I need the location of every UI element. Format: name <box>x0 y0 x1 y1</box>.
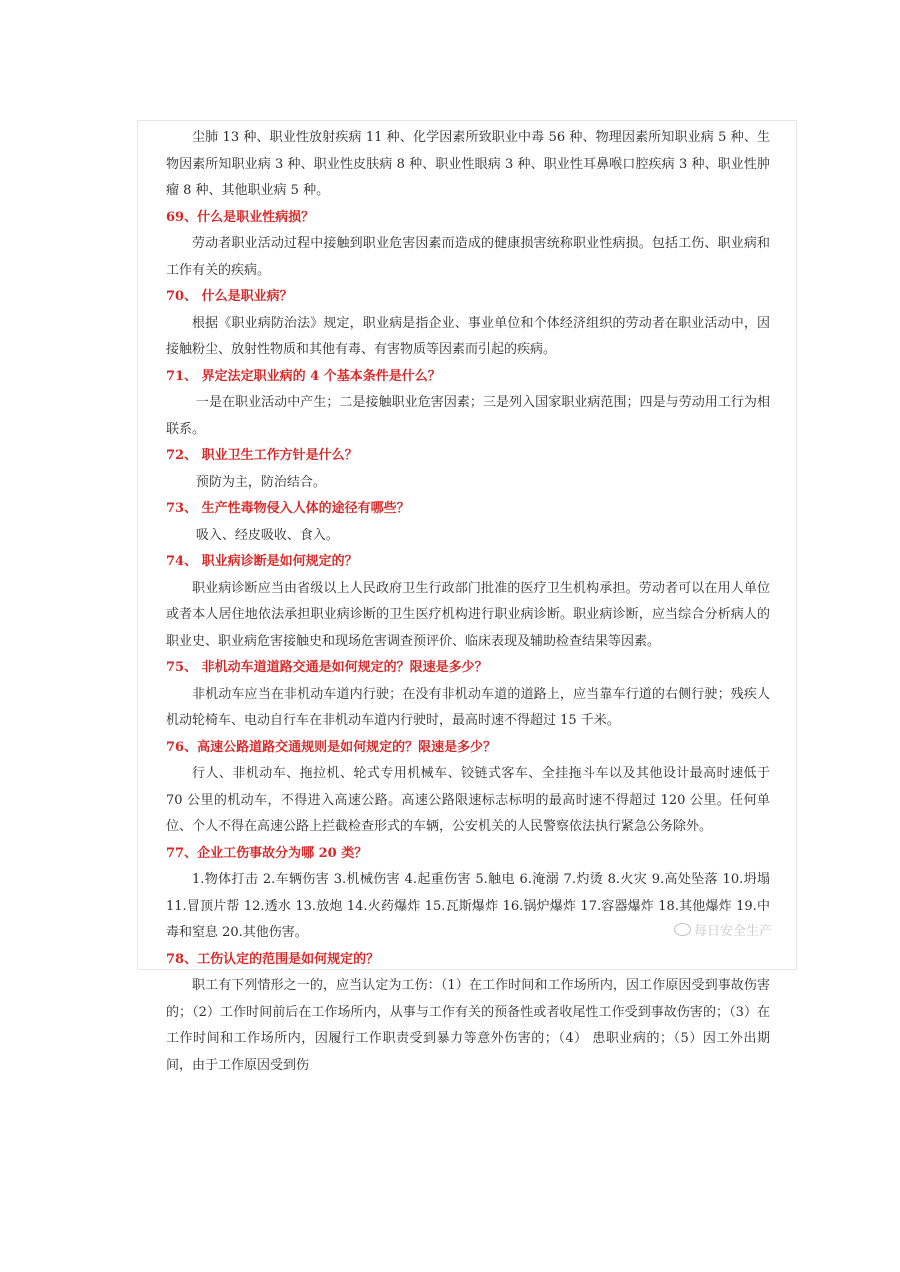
paragraph: 劳动者职业活动过程中接触到职业危害因素而造成的健康损害统称职业性病损。包括工伤、职业病和工作有关的疾病。 <box>166 236 770 278</box>
paragraph: 预防为主，防治结合。 <box>195 474 326 490</box>
wechat-icon <box>674 923 691 936</box>
paragraph: 根据《职业病防治法》规定，职业病是指企业、事业单位和个体经济组织的劳动者在职业活动中，因接触粉尘、放射性物质和其他有毒、有害物质等因素而引起的疾病。 <box>166 315 770 357</box>
question-heading: 71、 界定法定职业病的 4 个基本条件是什么？ <box>166 368 441 384</box>
watermark <box>670 920 776 939</box>
question-heading: 78、工伤认定的范围是如何规定的？ <box>166 951 380 967</box>
question-heading: 76、高速公路道路交通规则是如何规定的？限速是多少？ <box>166 739 497 755</box>
paragraph: 职工有下列情形之一的，应当认定为工伤：（1）在工作时间和工作场所内，因工作原因受到事故伤害的；（2）工作时间前后在工作场所内，从事与工作有关的预备性或者收尾性工作受到事故伤害的；（3）在工作时间和工作场所内，因履行工作职责受到暴力等意外伤害的；（4） 患职业病的；（5）因工外出期间，由于工作原因受到伤 <box>166 978 770 1073</box>
paragraph: 吸入、经皮吸收、食入。 <box>195 527 339 543</box>
question-heading: 70、 什么是职业病？ <box>166 289 293 304</box>
question-heading: 72、 职业卫生工作方针是什么？ <box>166 448 358 463</box>
document-page <box>137 120 797 1073</box>
question-heading: 73、 生产性毒物侵入人体的途径有哪些？ <box>166 501 410 516</box>
paragraph: 一是在职业活动中产生；二是接触职业危害因素；三是列入国家职业病范围；四是与劳动用工行为相联系。 <box>166 395 770 437</box>
paragraph: 尘肺 13 种、职业性放射疾病 11 种、化学因素所致职业中毒 56 种、物理因素所知职业病 5 种、生物因素所知职业病 3 种、职业性皮肤病 8 种、职业性眼病 3 种、职业性耳鼻喉口腔疾病 3 种、职业性肿瘤 8 种、其他职业病 5 种。 <box>166 130 770 198</box>
question-heading: 77、企业工伤事故分为哪 20 类？ <box>166 845 368 861</box>
question-heading: 69、什么是职业性病损？ <box>166 209 315 225</box>
question-heading: 74、 职业病诊断是如何规定的？ <box>166 554 358 569</box>
paragraph: 1.物体打击 2.车辆伤害 3.机械伤害 4.起重伤害 5.触电 6.淹溺 7.灼烫 8.火灾 9.高处坠落 10.坍塌 11.冒顶片帮 12.透水 13.放炮 14.火药爆炸 15.瓦斯爆炸 16.锅炉爆炸 17.容器爆炸 18.其他爆炸 19.中毒和窒息 20.其他伤害。 <box>166 872 770 940</box>
paragraph: 行人、非机动车、拖拉机、轮式专用机械车、铰链式客车、全挂拖斗车以及其他设计最高时速低于 70 公里的机动车，不得进入高速公路。高速公路限速标志标明的最高时速不得超过 120 公里。任何单位、个人不得在高速公路上拦截检查形式的车辆，公安机关的人民警察依法执行紧急公务除外。 <box>166 766 770 834</box>
question-heading: 75、 非机动车道道路交通是如何规定的？限速是多少？ <box>166 660 488 675</box>
paragraph: 职业病诊断应当由省级以上人民政府卫生行政部门批准的医疗卫生机构承担。劳动者可以在用人单位或者本人居住地依法承担职业病诊断的卫生医疗机构进行职业病诊断。职业病诊断，应当综合分析病人的职业史、职业病危害接触史和现场危害调查预评价、临床表现及辅助检查结果等因素。 <box>166 580 770 649</box>
paragraph: 非机动车应当在非机动车道内行驶；在没有非机动车道的道路上，应当靠车行道的右侧行驶；残疾人机动轮椅车、电动自行车在非机动车道内行驶时，最高时速不得超过 15 千米。 <box>166 686 770 728</box>
watermark-text: 每日安全生产 <box>693 924 772 939</box>
